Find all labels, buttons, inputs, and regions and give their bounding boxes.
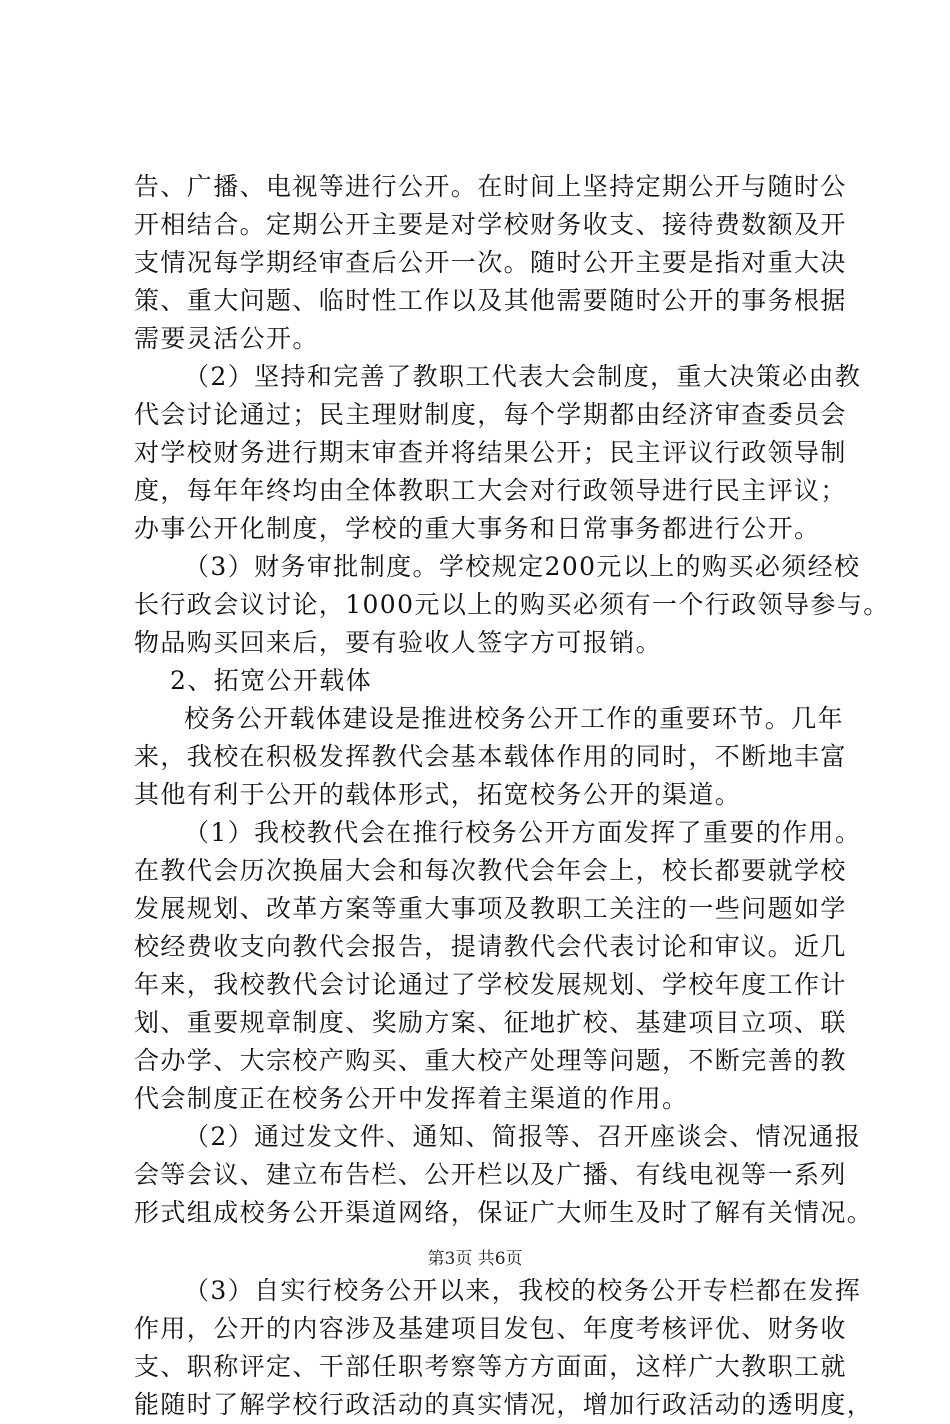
text-line: 在教代会历次换届大会和每次教代会年会上，校长都要就学校 [134, 856, 847, 885]
text-line: 来，我校在积极发挥教代会基本载体作用的同时，不断地丰富 [134, 742, 847, 771]
text-line: 划、重要规章制度、奖励方案、征地扩校、基建项目立项、联 [134, 1008, 847, 1037]
text-line: 策、重大问题、临时性工作以及其他需要随时公开的事务根据 [134, 286, 847, 315]
text-line: 代会讨论通过；民主理财制度，每个学期都由经济审查委员会 [134, 400, 847, 429]
text-line: 合办学、大宗校产购买、重大校产处理等问题，不断完善的教 [134, 1046, 847, 1075]
text-line: 能随时了解学校行政活动的真实情况，增加行政活动的透明度， [134, 1390, 874, 1419]
text-line: 办事公开化制度，学校的重大事务和日常事务都进行公开。 [134, 514, 821, 543]
text-line: 代会制度正在校务公开中发挥着主渠道的作用。 [134, 1084, 689, 1113]
text-line: （2）通过发文件、通知、简报等、召开座谈会、情况通报 [184, 1122, 862, 1151]
text-line: 会等会议、建立布告栏、公开栏以及广播、有线电视等一系列 [134, 1160, 847, 1189]
text-line: 需要灵活公开。 [134, 324, 319, 353]
text-line: 形式组成校务公开渠道网络，保证广大师生及时了解有关情况。 [134, 1198, 874, 1227]
text-line: 发展规划、改革方案等重大事项及教职工关注的一些问题如学 [134, 894, 847, 923]
text-line: 对学校财务进行期末审查并将结果公开；民主评议行政领导制 [134, 438, 847, 467]
text-line: （3）自实行校务公开以来，我校的校务公开专栏都在发挥 [184, 1276, 862, 1305]
text-line: 年来，我校教代会讨论通过了学校发展规划、学校年度工作计 [134, 970, 847, 999]
text-line: 校务公开载体建设是推进校务公开工作的重要环节。几年 [184, 704, 845, 733]
text-line: （3）财务审批制度。学校规定200元以上的购买必须经校 [184, 552, 861, 581]
document-body [134, 168, 890, 1424]
text-line: 作用，公开的内容涉及基建项目发包、年度考核评优、财务收 [134, 1314, 847, 1343]
text-line: 长行政会议讨论，1000元以上的购买必须有一个行政领导参与。 [134, 590, 890, 619]
text-line: 其他有利于公开的载体形式，拓宽校务公开的渠道。 [134, 780, 742, 809]
text-line: 物品购买回来后，要有验收人签字方可报销。 [134, 628, 663, 657]
text-line: （2）坚持和完善了教职工代表大会制度，重大决策必由教 [184, 362, 862, 391]
section-heading: 2、拓宽公开载体 [170, 666, 373, 695]
text-line: 支、职称评定、干部任职考察等方方面面，这样广大教职工就 [134, 1352, 847, 1381]
text-line: 告、广播、电视等进行公开。在时间上坚持定期公开与随时公 [134, 172, 847, 201]
page-footer: 第3页 共6页 [427, 1249, 523, 1269]
text-line: 校经费收支向教代会报告，提请教代会代表讨论和审议。近几 [134, 932, 847, 961]
text-line: 度，每年年终均由全体教职工大会对行政领导进行民主评议； [134, 476, 847, 505]
text-line: （1）我校教代会在推行校务公开方面发挥了重要的作用。 [184, 818, 862, 847]
text-line: 开相结合。定期公开主要是对学校财务收支、接待费数额及开 [134, 210, 847, 239]
text-line: 支情况每学期经审查后公开一次。随时公开主要是指对重大决 [134, 248, 847, 277]
